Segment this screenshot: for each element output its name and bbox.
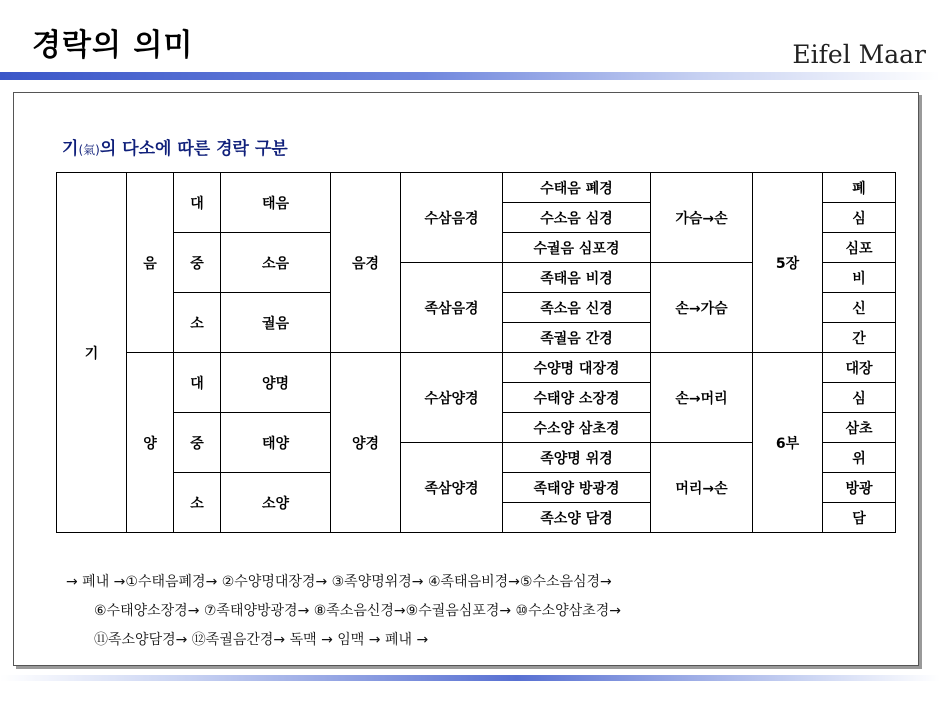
table-row	[57, 173, 896, 203]
yin-cell: 음	[127, 173, 174, 353]
page-title: 경락의 의미	[32, 28, 194, 63]
organ-cell: 위	[823, 443, 896, 473]
flow-line: ⑪족소양담경→ ⑫족궐음간경→ 독맥 → 임맥 → 폐내 →	[94, 632, 429, 648]
organ-group-cell: 5장	[753, 173, 823, 353]
organ-cell: 대장	[823, 353, 896, 383]
meridian-cell: 족양명 위경	[503, 443, 651, 473]
organ-cell: 심포	[823, 233, 896, 263]
direction-cell: 가슴→손	[651, 173, 753, 263]
header-gradient-bar	[0, 72, 940, 80]
meridian-cell: 족태음 비경	[503, 263, 651, 293]
yang-gyeong-cell: 양경	[331, 353, 401, 533]
yin-gyeong-cell: 음경	[331, 173, 401, 353]
yin-level-cell: 소음	[221, 233, 331, 293]
yang-level-cell: 소양	[221, 473, 331, 533]
yang-cell: 양	[127, 353, 174, 533]
meridian-cell: 족태양 방광경	[503, 473, 651, 503]
group-cell: 수삼음경	[401, 173, 503, 263]
organ-cell: 심	[823, 203, 896, 233]
meridian-cell: 수소양 삼초경	[503, 413, 651, 443]
meridian-cell: 수태음 폐경	[503, 173, 651, 203]
organ-cell: 폐	[823, 173, 896, 203]
yin-amount-cell: 대	[174, 173, 221, 233]
meridian-cell: 족궐음 간경	[503, 323, 651, 353]
flow-line: ⑥수태양소장경→ ⑦족태양방광경→ ⑧족소음신경→⑨수궐음심포경→ ⑩수소양삼초경→	[94, 603, 621, 619]
direction-cell: 머리→손	[651, 443, 753, 533]
meridian-cell: 수태양 소장경	[503, 383, 651, 413]
yang-level-cell: 양명	[221, 353, 331, 413]
meridian-flow-text	[66, 568, 866, 655]
direction-cell: 손→머리	[651, 353, 753, 443]
table-row	[57, 353, 896, 383]
direction-cell: 손→가슴	[651, 263, 753, 353]
meridian-cell: 족소양 담경	[503, 503, 651, 533]
organ-cell: 비	[823, 263, 896, 293]
organ-cell: 간	[823, 323, 896, 353]
yang-level-cell: 태양	[221, 413, 331, 473]
footer-gradient-bar	[0, 675, 940, 681]
organ-group-cell: 6부	[753, 353, 823, 533]
subtitle-rest: 의 다소에 따른 경락 구분	[99, 139, 288, 159]
group-cell: 수삼양경	[401, 353, 503, 443]
yin-level-cell: 궐음	[221, 293, 331, 353]
organ-cell: 심	[823, 383, 896, 413]
table-subtitle	[62, 134, 288, 159]
yang-amount-cell: 소	[174, 473, 221, 533]
subtitle-hanja: (氣)	[78, 143, 100, 157]
yang-amount-cell: 중	[174, 413, 221, 473]
organ-cell: 신	[823, 293, 896, 323]
subtitle-prefix: 기	[62, 139, 79, 159]
meridian-cell: 수궐음 심포경	[503, 233, 651, 263]
group-cell: 족삼양경	[401, 443, 503, 533]
yang-amount-cell: 대	[174, 353, 221, 413]
gi-cell: 기	[57, 173, 127, 533]
yin-level-cell: 태음	[221, 173, 331, 233]
meridian-cell: 족소음 신경	[503, 293, 651, 323]
yin-amount-cell: 중	[174, 233, 221, 293]
organ-cell: 담	[823, 503, 896, 533]
yin-amount-cell: 소	[174, 293, 221, 353]
meridian-cell: 수양명 대장경	[503, 353, 651, 383]
meridian-table	[56, 172, 896, 533]
flow-line: → 폐내 →①수태음폐경→ ②수양명대장경→ ③족양명위경→ ④족태음비경→⑤수소음심경→	[66, 574, 612, 590]
organ-cell: 방광	[823, 473, 896, 503]
brand-logo-text: Eifel Maar	[792, 40, 926, 69]
group-cell: 족삼음경	[401, 263, 503, 353]
meridian-cell: 수소음 심경	[503, 203, 651, 233]
organ-cell: 삼초	[823, 413, 896, 443]
